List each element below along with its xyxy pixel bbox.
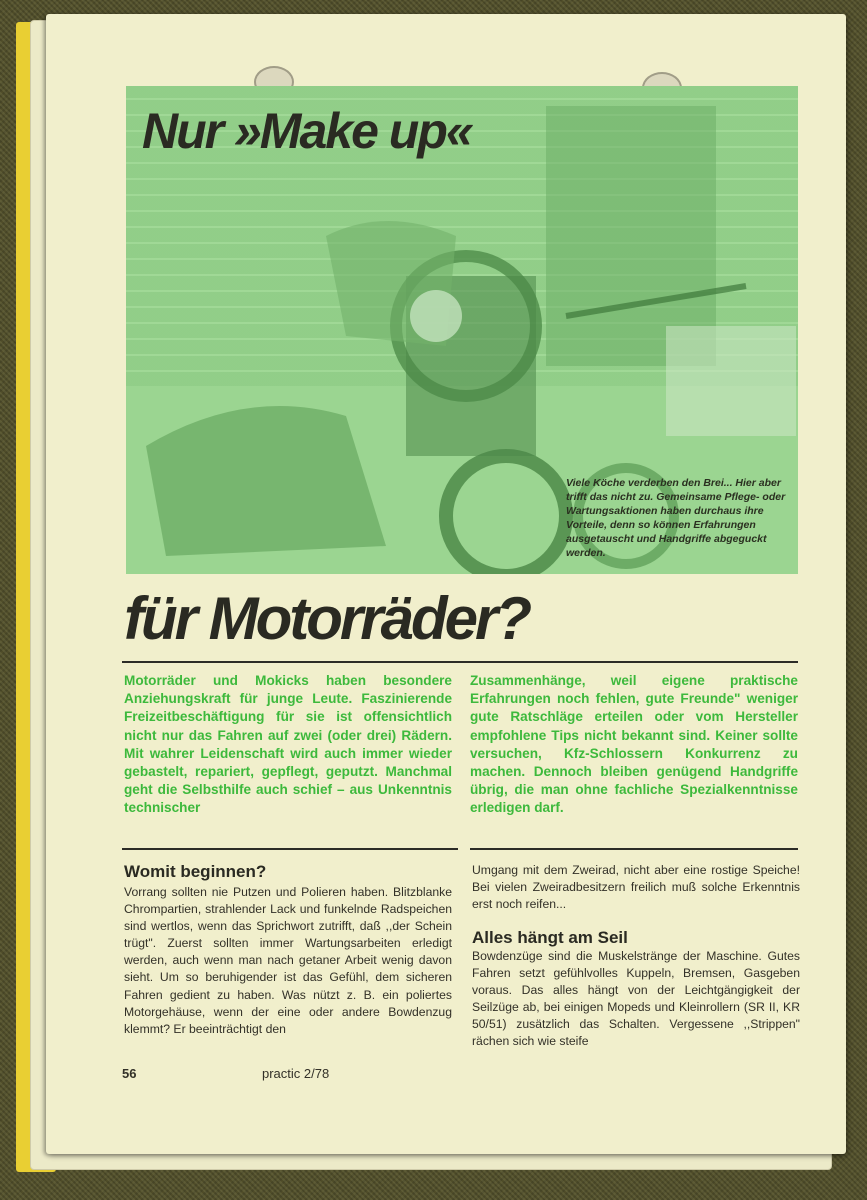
photo-caption: Viele Köche verderben den Brei... Hier aber trifft das nicht zu. Gemeinsame Pflege- oder Wartungsaktionen haben durchaus ihre Vorteile, denn so können Erfahrungen ausgetauscht und Handgriffe abgeguckt werden. [566,477,786,559]
section2-heading: Alles hängt am Seil [472,928,628,947]
headline-rule [122,661,798,663]
section-rule-left [122,848,458,850]
page-number: 56 [122,1066,137,1081]
lead-paragraph-right: Zusammenhänge, weil eigene praktische Erfahrungen noch fehlen, gute Freunde" weniger gute Ratschläge erteilen oder vom Hersteller empfohlene Tips nicht bekannt sind. Keiner sollte versuchen, Kfz-Schlossern Konkurrenz zu machen. Dennoch bleiben genügend Handgriffe übrig, die man ohne fachliche Spezialkenntnisse erledigen darf. [470,673,798,816]
section-rule-right [470,848,798,850]
lead-paragraph-left: Motorräder und Mokicks haben besondere Anziehungskraft für junge Leute. Faszinierende Freizeitbeschäftigung für sie ist offensichtlich nicht nur das Fahren auf zwei (oder drei) Rädern. Mit wahrer Leidenschaft wird auch immer wieder gebastelt, repariert, gepflegt, geputzt. Manchmal geht die Selbsthilfe auch schief – aus Unkenntnis technischer [124,673,452,816]
article-title-bottom: für Motorräder? [124,585,529,652]
magazine-issue: practic 2/78 [262,1066,330,1081]
section1-continued: Umgang mit dem Zweirad, nicht aber eine rostige Speiche! Bei vielen Zweiradbesitzern freilich muß solche Erkenntnis erst noch reifen... [472,863,800,912]
section1-text: Vorrang sollten nie Putzen und Polieren haben. Blitzblanke Chrompartien, strahlender Lack und funkelnde Radspeichen sind wertlos, wenn das Sprichwort zutrifft, daß ,,der Schein trügt". Zuerst sollten immer Wartungsarbeiten erledigt werden, auch wenn man nach getaner Arbeit wenig davon sieht. Um so beruhigender ist das Gefühl, dem sicheren Fahren gedient zu haben. Was nützt z. B. ein poliertes Motorgehäuse, wenn der eine oder andere Bowdenzug klemmt? Er beeinträchtigt den [124,885,452,1036]
article-title-top: Nur »Make up« [142,103,472,159]
section2-text: Bowdenzüge sind die Muskelstränge der Maschine. Gutes Fahren setzt gefühlvolles Kuppeln, Bremsen, Gasgeben voraus. Das alles hängt von der Leichtgängigkeit der Seilzüge ab, bei einigen Mopeds und Kleinrollern (SR II, KR 50/51) zusätzlich das Schalten. Vergessene ,,Strippen" rächen sich wie steife [472,949,800,1049]
motorcycle-photo [126,86,798,574]
section1-heading: Womit beginnen? [124,862,267,881]
